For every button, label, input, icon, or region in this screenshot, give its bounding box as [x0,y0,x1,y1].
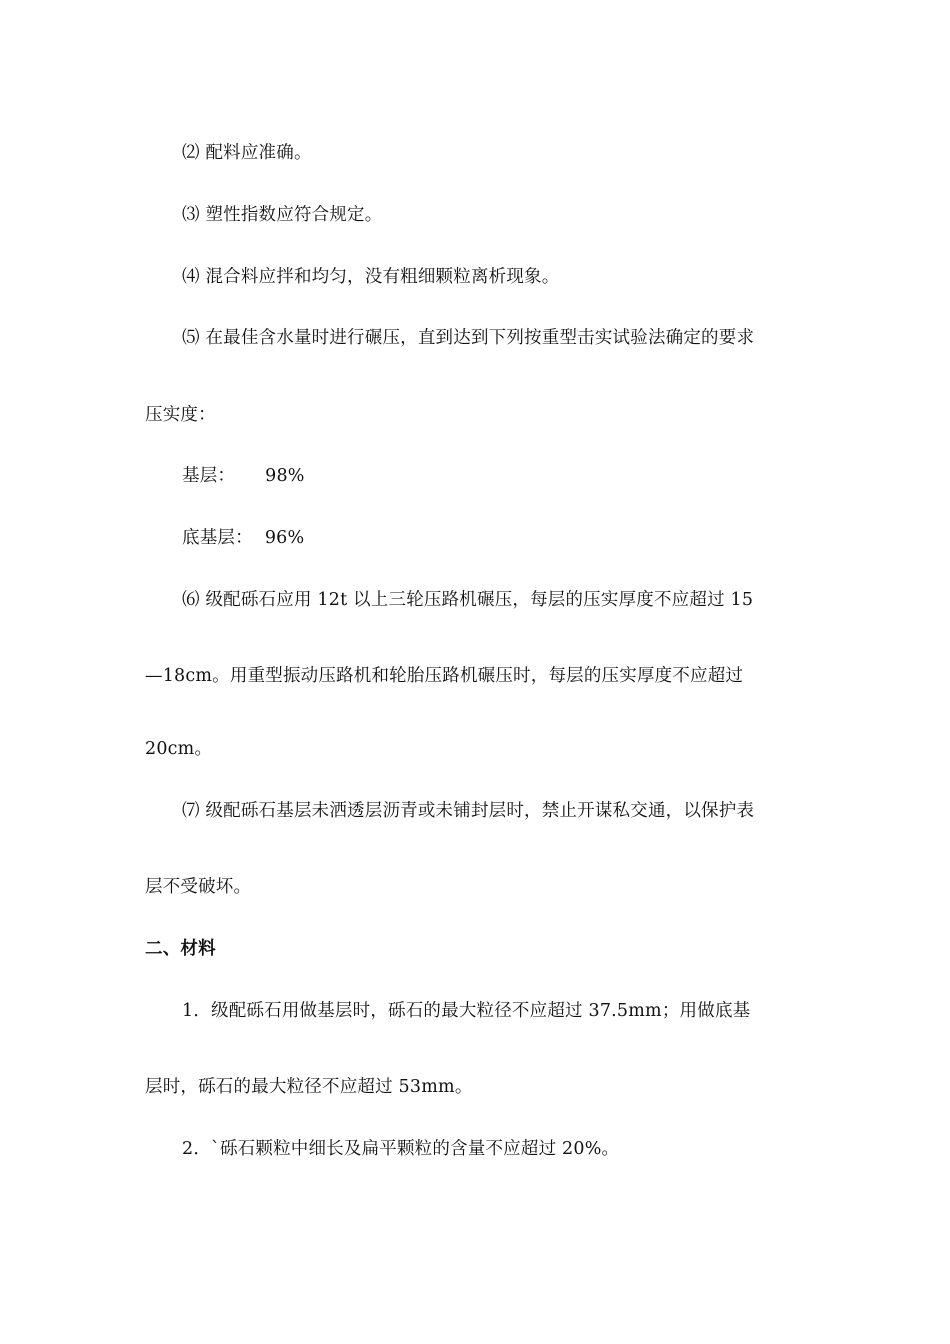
item-5-line-1: ⑸ 在最佳含水量时进行碾压，直到达到下列按重型击实试验法确定的要求 [182,328,755,348]
materials-p1-line-1: 1．级配砾石用做基层时，砾石的最大粒径不应超过 37.5mm；用做底基 [182,1001,751,1021]
base-layer-row [182,464,305,488]
item-7-line-1: ⑺ 级配砾石基层未洒透层沥青或未铺封层时，禁止开谋私交通，以保护表 [182,801,755,821]
materials-p1-line-2: 层时，砾石的最大粒径不应超过 53mm。 [145,1077,473,1097]
base-layer-value: 98% [265,466,305,486]
item-5-line-2: 压实度： [145,405,216,425]
subbase-layer-value: 96% [264,528,305,548]
item-2: ⑵ 配料应准确。 [182,143,312,163]
materials-p2: 2．`砾石颗粒中细长及扁平颗粒的含量不应超过 20%。 [182,1139,620,1159]
subbase-layer-row [182,526,304,550]
item-3: ⑶ 塑性指数应符合规定。 [182,205,383,225]
item-4: ⑷ 混合料应拌和均匀，没有粗细颗粒离析现象。 [182,267,560,287]
item-6-line-2: —18cm。用重型振动压路机和轮胎压路机碾压时，每层的压实厚度不应超过 [145,666,744,686]
section-heading-materials: 二、材料 [145,939,216,959]
base-layer-label: 基层： [182,466,236,486]
item-6-line-3: 20cm。 [145,739,213,759]
subbase-layer-label: 底基层： [182,528,253,548]
item-7-line-2: 层不受破坏。 [145,877,252,897]
item-6-line-1: ⑹ 级配砾石应用 12t 以上三轮压路机碾压，每层的压实厚度不应超过 15 [182,590,754,610]
